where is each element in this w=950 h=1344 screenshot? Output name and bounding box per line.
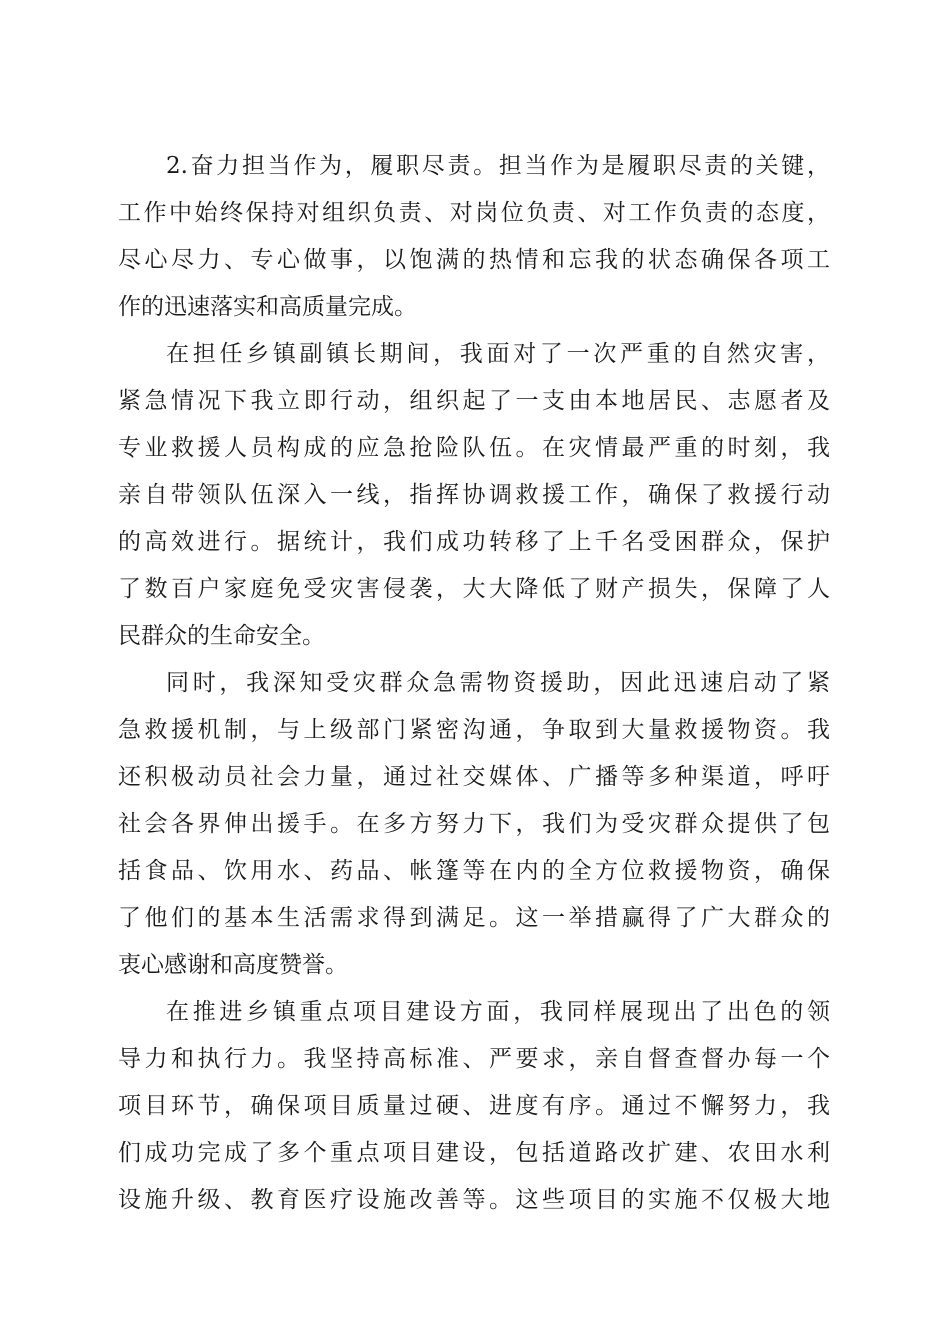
paragraph-2-line-6: 了数百户家庭免受灾害侵袭，大大降低了财产损失，保障了人	[118, 576, 830, 602]
paragraph-3-line-2: 急救援机制，与上级部门紧密沟通，争取到大量救援物资。我	[118, 717, 830, 743]
paragraph-4-line-4: 们成功完成了多个重点项目建设，包括道路改扩建、农田水利	[118, 1140, 830, 1166]
paragraph-2-line-2: 紧急情况下我立即行动，组织起了一支由本地居民、志愿者及	[118, 388, 830, 414]
paragraph-3-line-7: 衷心感谢和高度赞誉。	[118, 952, 348, 978]
paragraph-2-line-5: 的高效进行。据统计，我们成功转移了上千名受困群众，保护	[118, 529, 830, 555]
paragraph-1-line-1: 2.奋力担当作为，履职尽责。担当作为是履职尽责的关键，	[166, 153, 830, 179]
paragraph-2-line-4: 亲自带领队伍深入一线，指挥协调救援工作，确保了救援行动	[118, 482, 830, 508]
paragraph-4-line-2: 导力和执行力。我坚持高标准、严要求，亲自督查督办每一个	[118, 1046, 830, 1072]
paragraph-2-line-1: 在担任乡镇副镇长期间，我面对了一次严重的自然灾害，	[166, 341, 830, 367]
paragraph-3-line-5: 括食品、饮用水、药品、帐篷等在内的全方位救援物资，确保	[118, 858, 830, 884]
paragraph-4-line-3: 项目环节，确保项目质量过硬、进度有序。通过不懈努力，我	[118, 1093, 830, 1119]
paragraph-1-line-3: 尽心尽力、专心做事，以饱满的热情和忘我的状态确保各项工	[118, 247, 830, 273]
paragraph-3-line-6: 了他们的基本生活需求得到满足。这一举措赢得了广大群众的	[118, 905, 830, 931]
paragraph-1-line-2: 工作中始终保持对组织负责、对岗位负责、对工作负责的态度，	[118, 200, 830, 226]
paragraph-4-line-1: 在推进乡镇重点项目建设方面，我同样展现出了出色的领	[166, 999, 830, 1025]
paragraph-2-line-7: 民群众的生命安全。	[118, 623, 325, 649]
paragraph-3-line-1: 同时，我深知受灾群众急需物资援助，因此迅速启动了紧	[166, 670, 830, 696]
paragraph-3-line-4: 社会各界伸出援手。在多方努力下，我们为受灾群众提供了包	[118, 811, 830, 837]
paragraph-4-line-5: 设施升级、教育医疗设施改善等。这些项目的实施不仅极大地	[118, 1187, 830, 1213]
paragraph-2-line-3: 专业救援人员构成的应急抢险队伍。在灾情最严重的时刻，我	[118, 435, 830, 461]
paragraph-1-line-4: 作的迅速落实和高质量完成。	[118, 294, 417, 320]
paragraph-3-line-3: 还积极动员社会力量，通过社交媒体、广播等多种渠道，呼吁	[118, 764, 830, 790]
